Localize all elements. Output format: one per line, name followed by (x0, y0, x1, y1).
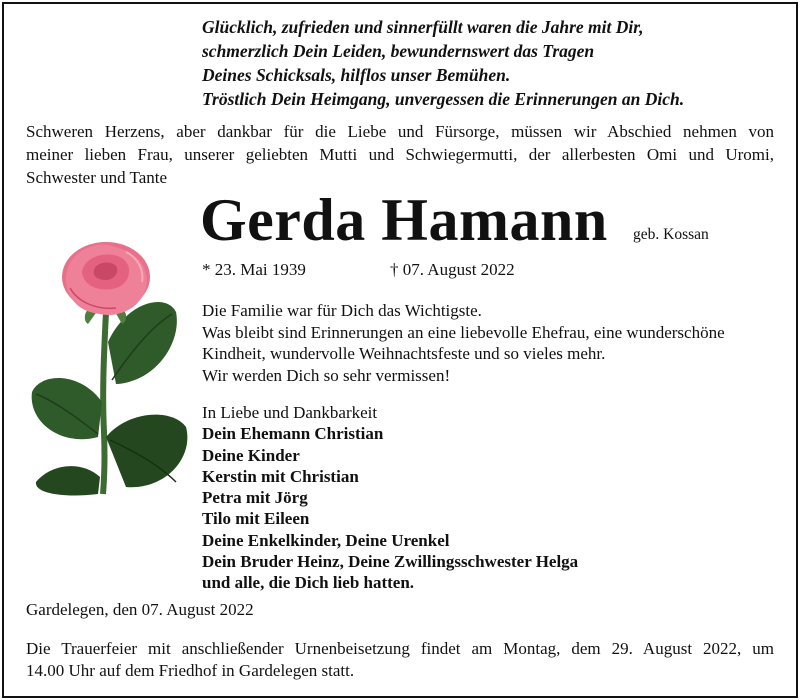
rose-leaf (32, 378, 102, 439)
death-date: † 07. August 2022 (390, 260, 515, 279)
poem-line: Tröstlich Dein Heimgang, unvergessen die Erinnerungen an Dich. (202, 89, 685, 109)
intro-text (26, 120, 774, 189)
intro-line: Schwester und Tante (26, 168, 168, 187)
message-line: Die Familie war für Dich das Wichtigste. (202, 301, 482, 320)
message-line: Kindheit, wundervolle Weihnachtsfeste und so vieles mehr. (202, 344, 606, 363)
message-text (202, 300, 792, 386)
message-line: Wir werden Dich so sehr vermissen! (202, 365, 451, 385)
poem-line: Deines Schicksals, hilflos unser Bemühen. (202, 65, 511, 85)
signature-name: Tilo mit Eileen (202, 509, 310, 529)
signature-name: Deine Enkelkinder, Deine Urenkel (202, 530, 450, 550)
maiden-name: geb. Kossan (633, 226, 709, 243)
rose-leaf (106, 415, 187, 488)
funeral-line: Die Trauerfeier mit anschließender Urnenbeisetzung findet am Montag, dem 29. August 2022, um (26, 639, 774, 658)
memorial-poem (202, 15, 762, 111)
place-date: Gardelegen, den 07. August 2022 (26, 600, 254, 619)
signature-name: Petra mit Jörg (202, 488, 308, 508)
rose-stem (103, 312, 106, 494)
funeral-line: 14.00 Uhr auf dem Friedhof in Gardelegen statt. (26, 661, 355, 680)
signature-name: Dein Bruder Heinz, Deine Zwillingsschwester Helga (202, 552, 579, 572)
birth-date: * 23. Mai 1939 (202, 260, 306, 279)
poem-line: Glücklich, zufrieden und sinnerfüllt waren die Jahre mit Dir, (202, 17, 644, 37)
signature-intro: In Liebe und Dankbarkeit (202, 403, 378, 422)
signature-name: Deine Kinder (202, 445, 300, 465)
poem-line: schmerzlich Dein Leiden, bewundernswert das Tragen (202, 41, 595, 61)
intro-line: Schweren Herzens, aber dankbar für die Liebe und Fürsorge, müssen wir Abschied nehmen von (26, 122, 774, 141)
deceased-name: Gerda Hamann (200, 187, 608, 253)
obituary-notice (2, 2, 798, 698)
message-line: Was bleibt sind Erinnerungen an eine liebevolle Ehefrau, eine wunderschöne (202, 322, 725, 342)
funeral-info (26, 638, 774, 682)
signature-block (202, 402, 578, 594)
signature-name: Kerstin mit Christian (202, 466, 359, 486)
signature-name: und alle, die Dich lieb hatten. (202, 573, 415, 593)
rose-leaf (36, 466, 100, 495)
signature-name: Dein Ehemann Christian (202, 424, 384, 444)
rose-icon (26, 232, 196, 500)
intro-line: meiner lieben Frau, unserer geliebten Mutti und Schwiegermutti, der allerbesten Omi und Uromi, (26, 145, 774, 164)
